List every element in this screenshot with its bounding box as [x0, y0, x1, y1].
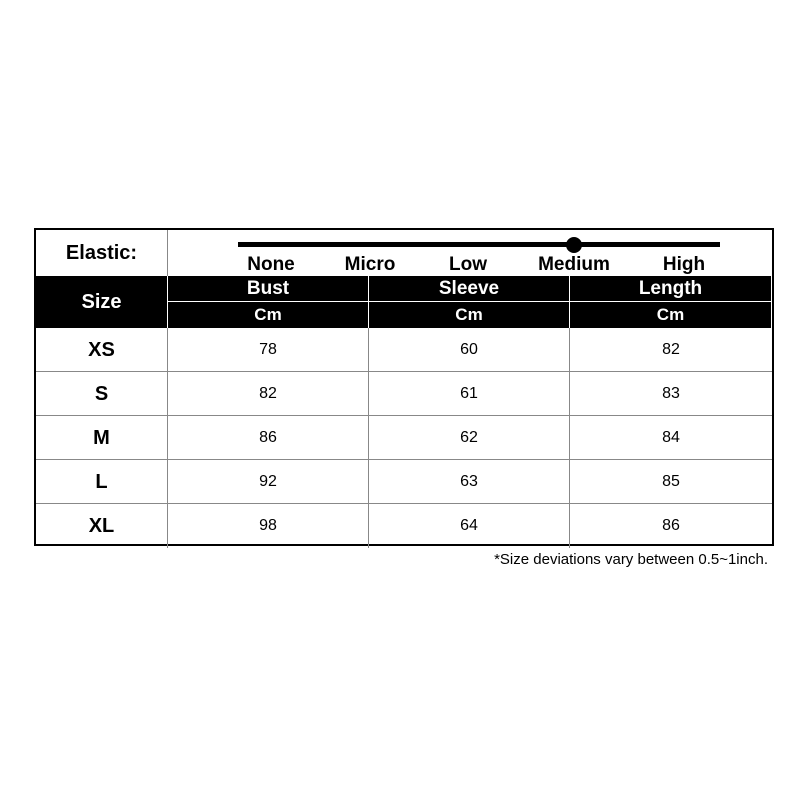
table-row — [36, 328, 772, 372]
sleeve-value: 60 — [369, 328, 570, 371]
bust-value: 82 — [168, 372, 369, 415]
table-row — [36, 504, 772, 548]
elastic-level-low: Low — [449, 254, 487, 275]
length-value: 84 — [662, 429, 680, 446]
size-label: M — [36, 416, 168, 459]
bust-value: 92 — [168, 460, 369, 503]
sleeve-value: 61 — [369, 372, 570, 415]
length-column-header: Length — [570, 276, 772, 302]
size-chart — [34, 228, 774, 546]
elastic-level-micro: Micro — [344, 254, 396, 275]
table-row — [36, 372, 772, 416]
length-unit: Cm — [570, 302, 772, 328]
elastic-level-none: None — [247, 254, 295, 275]
length-value: 86 — [662, 517, 680, 534]
size-label: S — [36, 372, 168, 415]
size-column-header: Size — [36, 276, 168, 328]
table-header — [36, 276, 772, 328]
elastic-level-medium: Medium — [538, 254, 610, 275]
bust-column-header: Bust — [168, 276, 369, 302]
sleeve-column-header: Sleeve — [369, 276, 570, 302]
sleeve-value: 63 — [369, 460, 570, 503]
elastic-label: Elastic: — [36, 230, 168, 276]
size-deviation-note: *Size deviations vary between 0.5~1inch. — [494, 551, 768, 568]
size-label: L — [36, 460, 168, 503]
sleeve-unit: Cm — [369, 302, 570, 328]
elastic-scale — [168, 230, 772, 276]
elastic-scale-line — [238, 242, 720, 247]
bust-value: 78 — [168, 328, 369, 371]
length-value: 82 — [662, 341, 680, 358]
table-row — [36, 460, 772, 504]
bust-unit: Cm — [168, 302, 369, 328]
sleeve-value: 64 — [369, 504, 570, 548]
table-body — [36, 328, 772, 548]
sleeve-value: 62 — [369, 416, 570, 459]
size-label: XS — [36, 328, 168, 371]
elastic-selected-marker — [566, 237, 582, 253]
length-value: 85 — [662, 473, 680, 490]
table-row — [36, 416, 772, 460]
length-value: 83 — [662, 385, 680, 402]
size-label: XL — [36, 504, 168, 548]
bust-value: 86 — [168, 416, 369, 459]
bust-value: 98 — [168, 504, 369, 548]
elastic-level-high: High — [662, 254, 706, 275]
elastic-row — [36, 230, 772, 278]
